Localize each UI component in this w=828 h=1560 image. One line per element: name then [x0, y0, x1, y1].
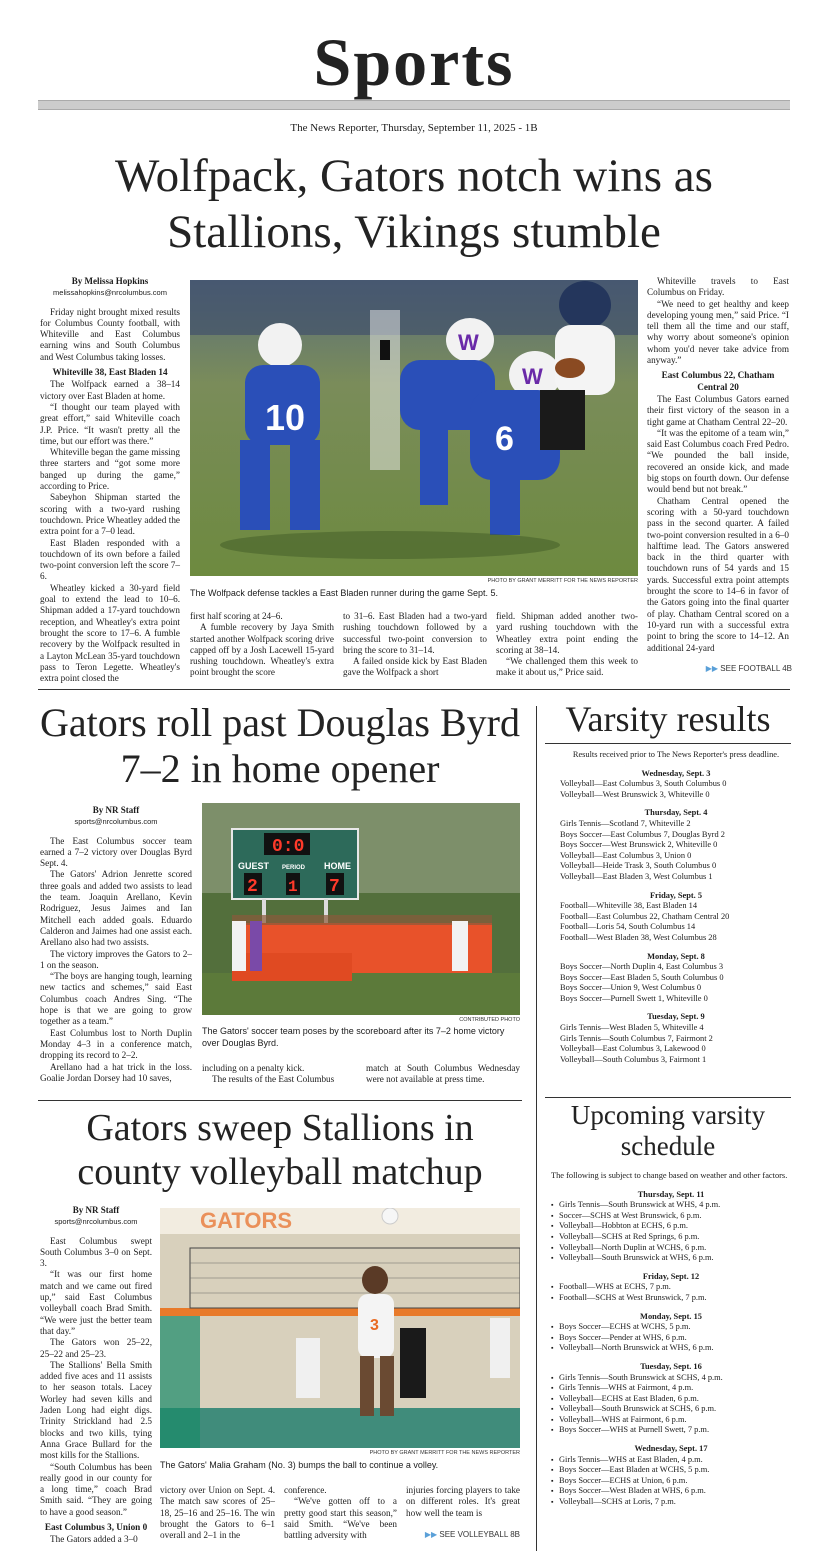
schedule-day-list [560, 819, 792, 883]
story3-col2-p1: victory over Union on Sept. 4. The match saw scores of 25–18, 25–16 and 25–16. The win brought the Gators to 6–1 overall and 2–1 in the [160, 1485, 275, 1541]
paragraph: Whiteville began the game missing three starters and “got some more banged up during the game,” according to Price. [40, 447, 180, 492]
schedule-day-list [560, 1023, 792, 1065]
schedule-item: Girls Tennis—South Columbus 7, Fairmont 2 [560, 1033, 713, 1043]
schedule-item: Volleyball—South Columbus 3, Fairmont 1 [560, 1054, 707, 1064]
paragraph: Arellano had a hat trick in the loss. Goalie Jordan Dorsey had 10 saves, [40, 1061, 192, 1083]
schedule-item: ▪ Boys Soccer—WHS at Purnell Swett, 7 p.m. [551, 1425, 791, 1436]
story1-col3-p1: to 31–6. East Bladen had a two-yard rushing touchdown followed by a successful two-point conversion to bring the score to 31–14. [343, 611, 487, 655]
paragraph: “It was our first home match and we came out fired up,” said East Columbus volleyball coach Brad Smith. “We were just the better team that day.” [40, 1269, 152, 1336]
upcoming-note: The following is subject to change based on weather and other factors. [551, 1171, 788, 1180]
dateline: The News Reporter, Thursday, September 11, 2025 - 1B [290, 122, 538, 134]
schedule-item: Boys Soccer—East Columbus 7, Douglas Byrd 2 [560, 829, 725, 839]
schedule-item: ▪ Football—SCHS at West Brunswick, 7 p.m. [551, 1293, 791, 1304]
schedule-day-list [551, 1373, 791, 1437]
schedule-item: Football—East Columbus 22, Chatham Central 20 [560, 911, 730, 921]
paragraph: East Columbus swept South Columbus 3–0 on Sept. 3. [40, 1235, 152, 1269]
story3-col2 [160, 1485, 275, 1541]
schedule-item: ▪ Volleyball—WHS at Fairmont, 6 p.m. [551, 1415, 791, 1426]
schedule-item: ▪ Boys Soccer—ECHS at Union, 6 p.m. [551, 1476, 791, 1487]
story1-col3b-p2: “We challenged them this week to make it about us,” Price said. [496, 656, 638, 678]
schedule-item: ▪ Girls Tennis—WHS at East Bladen, 4 p.m. [551, 1455, 791, 1466]
schedule-day-list [560, 779, 792, 800]
schedule-day-list [551, 1455, 791, 1508]
paragraph: The Stallions' Bella Smith added five aces and 11 assists to her season totals. Lacey Worley had seven kills and Jaden Long had eight digs. Trinity Strickland had 2.5 blocks and two kills, tying Anna Grace Bullard for the most kills for the Stallions. [40, 1359, 152, 1461]
section-divider-3 [545, 1097, 791, 1098]
subhead: East Columbus 3, Union 0 [44, 1522, 148, 1533]
schedule-day-heading: Thursday, Sept. 11 [637, 1189, 705, 1199]
schedule-day-list [551, 1200, 791, 1264]
varsity-results-days [560, 769, 792, 1066]
schedule-item: ▪ Volleyball—SCHS at Loris, 7 p.m. [551, 1497, 791, 1508]
schedule-day-list [551, 1322, 791, 1354]
story2-col1 [40, 805, 192, 1084]
scoreboard-clock: 0:0 [272, 837, 305, 857]
soccer-photo-art [202, 803, 520, 1015]
gym-banner-text: GATORS [200, 1208, 293, 1233]
schedule-item: ▪ Boys Soccer—East Bladen at WCHS, 5 p.m. [551, 1465, 791, 1476]
upcoming-schedule [541, 1171, 791, 1508]
volleyball-photo-credit: PHOTO BY GRANT MERRITT FOR THE NEWS REPORTER [369, 1450, 520, 1456]
volleyball-photo-caption: The Gators' Malia Graham (No. 3) bumps the ball to continue a volley. [160, 1460, 439, 1470]
story1-col2 [190, 611, 334, 679]
story3-jump[interactable] [424, 1530, 520, 1539]
jump-arrow-icon: ▶▶ [424, 1530, 438, 1539]
varsity-results-title: Varsity results [565, 699, 771, 739]
story3-byline: By NR Staff [72, 1205, 120, 1215]
paragraph: East Columbus lost to North Duplin Monday 4–3 in a conference match, dropping its record to 2–2. [40, 1027, 192, 1061]
player-number: 3 [370, 1317, 379, 1334]
schedule-item: Volleyball—East Columbus 3, South Columbus 0 [560, 779, 727, 789]
schedule-item: Volleyball—East Columbus 3, Union 0 [560, 850, 692, 860]
story2-headline: Gators roll past Douglas Byrd 7–2 in home opener [40, 700, 520, 791]
story1-headline: Wolfpack, Gators notch wins as Stallions, Vikings stumble [115, 150, 713, 258]
paragraph: “It was the epitome of a team win,” said East Columbus coach Fred Pedro. “We pounded the ball inside, recovered an onside kick, and made big stops on fourth down. Our defense would bend but not break.” [647, 427, 789, 495]
soccer-team [232, 915, 492, 981]
masthead-rule [38, 100, 790, 110]
paragraph: The Gators won 25–22, 25–22 and 25–23. [40, 1337, 152, 1359]
story3-jump-label: SEE VOLLEYBALL 8B [439, 1530, 520, 1539]
story1-col4 [647, 276, 789, 654]
upcoming-days [541, 1190, 791, 1508]
schedule-day-heading: Tuesday, Sept. 9 [647, 1012, 705, 1022]
paragraph: The victory improves the Gators to 2–1 on the season. [40, 948, 192, 970]
football-photo-caption: The Wolfpack defense tackles a East Bladen runner during the game Sept. 5. [190, 588, 499, 598]
story1-col2-p1: first half scoring at 24–6. [190, 611, 283, 621]
schedule-day-list [551, 1282, 791, 1303]
paragraph: Sabeyhon Shipman started the scoring with a two-yard rushing touchdown. Price Wheatley added the extra point for a 7–0 lead. [40, 492, 180, 537]
helmet-w-2: W [522, 364, 543, 389]
story3-col3-p2: “We've gotten off to a pretty good start this season,” said Smith. “We've been battling adversity with [284, 1496, 397, 1541]
story2-col2-p1: including on a penalty kick. [202, 1063, 305, 1073]
scoreboard-period-label: PERIOD [282, 865, 306, 871]
story3-col3-p1: conference. [284, 1485, 327, 1495]
schedule-day-heading: Monday, Sept. 15 [640, 1311, 702, 1321]
schedule-item: Boys Soccer—West Brunswick 2, Whiteville 0 [560, 840, 718, 850]
story2-col3 [366, 1063, 520, 1086]
story1-col1 [40, 276, 180, 684]
paragraph: Friday night brought mixed results for Columbus County football, with Whiteville and East Columbus earning wins and South Columbus and West Columbus taking losses. [40, 306, 180, 362]
story2-col2 [202, 1063, 352, 1086]
schedule-item: ▪ Boys Soccer—Pender at WHS, 6 p.m. [551, 1333, 791, 1344]
schedule-item: ▪ Girls Tennis—South Brunswick at SCHS, 4 p.m. [551, 1373, 791, 1384]
scoreboard-guest-score: 2 [247, 877, 258, 897]
schedule-item: Boys Soccer—East Bladen 5, South Columbus 0 [560, 972, 724, 982]
schedule-item: ▪ Volleyball—North Duplin at WCHS, 6 p.m. [551, 1243, 791, 1254]
schedule-day-list [560, 962, 792, 1004]
section-masthead: Sports [313, 24, 515, 100]
jersey-number-6: 6 [495, 420, 514, 458]
jump-arrow-icon: ▶▶ [705, 664, 719, 673]
schedule-item: ▪ Volleyball—SCHS at Red Springs, 6 p.m. [551, 1232, 791, 1243]
paragraph: The Gators' Adrion Jenrette scored three goals and added two assists to lead the team. Joaquin Arellano, Kevin Rodriguez, Jesus Jaimes and Ian Mitchell each added goals. Eduardo Calderon and Jaimes had one assist each. Arellano also had two assists. [40, 869, 192, 948]
story1-col3-p2: A failed onside kick by East Bladen gave the Wolfpack a short [343, 656, 487, 678]
subhead: East Columbus 22, Chatham Central 20 [661, 370, 775, 392]
football-photo-credit: PHOTO BY GRANT MERRITT FOR THE NEWS REPORTER [487, 578, 638, 584]
schedule-day-heading: Wednesday, Sept. 3 [641, 768, 711, 778]
paragraph: The East Columbus soccer team earned a 7–2 victory over Douglas Byrd Sept. 4. [40, 835, 192, 869]
schedule-item: ▪ Volleyball—ECHS at East Bladen, 6 p.m. [551, 1394, 791, 1405]
story1-col1-text [40, 307, 180, 685]
volleyball-photo [160, 1208, 520, 1448]
story1-col3 [343, 611, 487, 679]
schedule-item: ▪ Girls Tennis—South Brunswick at WHS, 4 p.m. [551, 1200, 791, 1211]
schedule-item: Volleyball—Heide Trask 3, South Columbus 0 [560, 861, 717, 871]
schedule-item: ▪ Volleyball—South Brunswick at SCHS, 6 p.m. [551, 1404, 791, 1415]
story2-col2-p2: The results of the East Columbus [212, 1074, 335, 1085]
subhead: Whiteville 38, East Bladen 14 [52, 367, 168, 378]
paragraph: Wheatley kicked a 30-yard field goal to extend the lead to 10–6. Shipman added a 17-yard touchdown reception, and Wheatley's extra point brought the score to 17–6. A fumble recovery by the Wolfpack resulted in a Layton McLean 35-yard touchdown pass to Teron Legette. Wheatley's extra point closed the [40, 582, 180, 684]
story3-col1 [40, 1205, 152, 1546]
paragraph: The Gators added a 3–0 [50, 1534, 138, 1545]
story1-email: melissahopkins@nrcolumbus.com [53, 288, 167, 298]
story1-jump[interactable] [700, 664, 792, 673]
soccer-photo-caption: The Gators' soccer team poses by the scoreboard after its 7–2 home victory over Douglas Byrd. [202, 1026, 505, 1048]
section-divider-1 [38, 689, 790, 690]
story3-headline: Gators sweep Stallions in county volleyball matchup [77, 1107, 483, 1193]
paragraph: “We need to get healthy and keep developing young men,” said Price. “I tell them all the time and our staff, why worry about someone's opinion whom you'd never take advice from anyway.” [647, 298, 789, 366]
schedule-item: Boys Soccer—North Duplin 4, East Columbus 3 [560, 962, 724, 972]
schedule-day-heading: Tuesday, Sept. 16 [640, 1361, 702, 1371]
story1-col4-text [647, 276, 789, 654]
football-photo-art [190, 280, 638, 576]
varsity-results-note: Results received prior to The News Reporter's press deadline. [572, 750, 780, 759]
story1-col3b [496, 611, 638, 679]
story2-col1-text [40, 836, 192, 1085]
scoreboard-home-score: 7 [329, 877, 340, 897]
schedule-day-heading: Friday, Sept. 12 [642, 1271, 700, 1281]
schedule-item: Volleyball—East Columbus 3, Lakewood 0 [560, 1044, 706, 1054]
schedule-item: Football—Loris 54, South Columbus 14 [560, 922, 696, 932]
schedule-day-heading: Wednesday, Sept. 17 [634, 1444, 708, 1454]
scoreboard-home-label: HOME [324, 861, 351, 871]
story1-byline: By Melissa Hopkins [71, 276, 149, 286]
sidebar-rule [536, 706, 537, 1551]
varsity-results-list [560, 750, 792, 1065]
schedule-item: ▪ Volleyball—North Brunswick at WHS, 6 p.m. [551, 1343, 791, 1354]
schedule-item: Boys Soccer—Union 9, West Columbus 0 [560, 983, 702, 993]
paragraph: The Wolfpack earned a 38–14 victory over East Bladen at home. [40, 379, 180, 401]
scoreboard-guest-label: GUEST [238, 861, 270, 871]
schedule-item: ▪ Volleyball—South Brunswick at WHS, 6 p.m. [551, 1253, 791, 1264]
story1-col2-p2: A fumble recovery by Jaya Smith started another Wolfpack scoring drive capped off by a Josh Lacewell 15-yard rushing touchdown. Wheatley's extra point brought the score [190, 622, 334, 678]
story3-col4 [406, 1485, 520, 1519]
jersey-number-10: 10 [265, 397, 306, 438]
paragraph: The East Columbus Gators earned their first victory of the season in a tight game at Chatham Central 22–20. [647, 393, 789, 427]
schedule-item: ▪ Volleyball—Hobbton at ECHS, 6 p.m. [551, 1221, 791, 1232]
schedule-item: Volleyball—East Bladen 3, West Columbus 1 [560, 871, 713, 881]
story2-byline: By NR Staff [92, 805, 140, 815]
paragraph: “I thought our team played with great effort,” said Whiteville coach J.P. Price. “It wasn't pretty all the time, but our effort was there.” [40, 401, 180, 446]
paragraph: Chatham Central opened the scoring with a 50-yard touchdown pass in the second quarter. A failed two-point conversion resulted in a 6–0 halftime lead. The Gators answered back in the third quarter with touchdown runs of 54 yards and 15 yards. Successful extra point attempts brought the score to 14–6 in favor of the Gators going into the final quarter of play. Chatham Central scored on a 10-yard run with a successful extra point to bring the score to 14–12. An additional 24-yard [647, 495, 789, 653]
soccer-photo [202, 803, 520, 1015]
varsity-title-rule [545, 743, 791, 744]
story3-col3 [284, 1485, 397, 1541]
paragraph: “The boys are hanging tough, learning new tactics and schemes,” said East Columbus coach Andres Sing. “The hope is that we are going to grow together as a team.” [40, 971, 192, 1027]
section-divider-2 [38, 1100, 522, 1101]
schedule-item: ▪ Boys Soccer—ECHS at WCHS, 5 p.m. [551, 1322, 791, 1333]
paragraph: Whiteville travels to East Columbus on Friday. [647, 276, 789, 298]
schedule-item: Football—Whiteville 38, East Bladen 14 [560, 901, 698, 911]
schedule-item: ▪ Football—WHS at ECHS, 7 p.m. [551, 1282, 791, 1293]
schedule-day-heading: Monday, Sept. 8 [647, 951, 705, 961]
schedule-day-heading: Friday, Sept. 5 [649, 890, 703, 900]
volleyball-ball [382, 1208, 398, 1224]
helmet-w-1: W [458, 330, 479, 355]
schedule-item: ▪ Girls Tennis—WHS at Fairmont, 4 p.m. [551, 1383, 791, 1394]
scoreboard-period: 1 [288, 878, 298, 896]
football-photo [190, 280, 638, 576]
schedule-item: Boys Soccer—Purnell Swett 1, Whiteville 0 [560, 993, 708, 1003]
schedule-item: ▪ Boys Soccer—West Bladen at WHS, 6 p.m. [551, 1486, 791, 1497]
schedule-item: Girls Tennis—West Bladen 5, Whiteville 4 [560, 1023, 704, 1033]
schedule-day-list [560, 901, 792, 943]
paragraph: “South Columbus has been really good in our county for a long time,” coach Brad Smith said. “They are going to have a good season.” [40, 1461, 152, 1517]
upcoming-title: Upcoming varsity schedule [570, 1100, 766, 1161]
schedule-item: Girls Tennis—Scotland 7, Whiteville 2 [560, 818, 691, 828]
schedule-item: Volleyball—West Brunswick 3, Whiteville 0 [560, 789, 710, 799]
schedule-item: Football—West Bladen 38, West Columbus 28 [560, 932, 717, 942]
story1-jump-label: SEE FOOTBALL 4B [720, 664, 792, 673]
story3-email: sports@nrcolumbus.com [54, 1217, 138, 1227]
story3-col1-text [40, 1236, 152, 1546]
schedule-item: ▪ Soccer—SCHS at West Brunswick, 6 p.m. [551, 1211, 791, 1222]
story2-col3-p1: match at South Columbus Wednesday were not available at press time. [366, 1063, 520, 1085]
story3-col4-p1: injuries forcing players to take on different roles. It's great how well the team is [406, 1485, 520, 1518]
soccer-photo-credit: CONTRIBUTED PHOTO [459, 1017, 520, 1023]
volleyball-photo-art [160, 1208, 520, 1448]
story1-col3b-p1: field. Shipman added another two-yard rushing touchdown with the Wheatley extra point ending the scoring at 38–14. [496, 611, 638, 655]
story2-email: sports@nrcolumbus.com [74, 817, 158, 827]
schedule-day-heading: Thursday, Sept. 4 [644, 808, 708, 818]
paragraph: East Bladen responded with a touchdown of its own before a failed two-point conversion left the score 7–6. [40, 537, 180, 582]
